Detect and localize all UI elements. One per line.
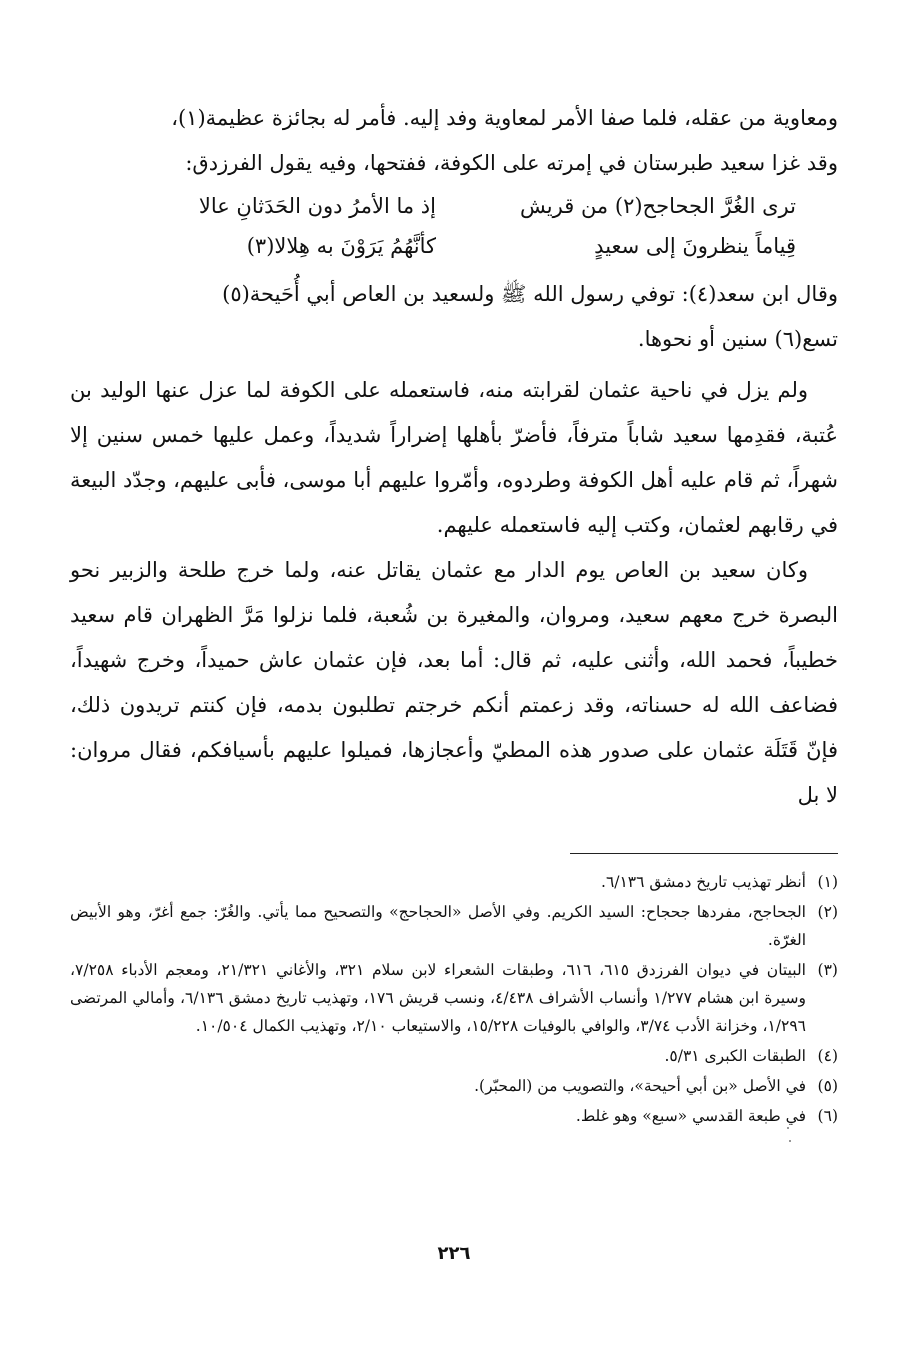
poem-verse-1-second-hemistich: إذ ما الأمرُ دون الحَدَثانِ عالا (198, 194, 436, 218)
footnote-text: الجحاجح، مفردها جحجاح: السيد الكريم. وفي الأصل «الحجاحج» والتصحيح مما يأتي. والغُرّ: جمع أغرّ، وهو الأبيض الغرّة. (70, 903, 806, 949)
page-number: ٢٢٦ (437, 1243, 471, 1264)
poem-verse-2-second-hemistich: كأنَّهُمُ يَرَوْنَ به هِلالا(٣) (246, 234, 436, 258)
footnote-6 (70, 1102, 838, 1130)
footnote-separator (570, 853, 838, 854)
footnote-number: (٥) (817, 1077, 838, 1095)
footnote-text: أنظر تهذيب تاريخ دمشق ٦/١٣٦. (601, 873, 806, 891)
footnote-3 (70, 956, 838, 1040)
poem-verse-1 (136, 186, 796, 226)
scan-speck (787, 1127, 789, 1129)
paragraph-2 (70, 272, 838, 362)
paragraph-1 (70, 96, 838, 186)
paragraph-1-line-1: ومعاوية من عقله، فلما صفا الأمر لمعاوية وفد إليه. فأمر له بجائزة عظيمة(١)، (171, 106, 838, 130)
poem-verse-2 (136, 226, 796, 266)
poem-verse-1-first-hemistich: ترى الغُرَّ الجحاجح(٢) من قريش (520, 194, 796, 218)
paragraph-2-line-1: وقال ابن سعد(٤): توفي رسول الله ﷺ ولسعيد بن العاص أبي أُحَيحة(٥) (222, 282, 838, 306)
poem (70, 186, 796, 266)
paragraph-3: ولم يزل في ناحية عثمان لقرابته منه، فاستعمله على الكوفة لما عزل عنها الوليد بن عُتبة، فقدِمها سعيد شاباً مترفاً، فأضرّ بأهلها إضراراً شديداً، وعمل عليها خمس سنين إلا شهراً، ثم قام عليه أهل الكوفة وطردوه، وأمّروا عليهم أبا موسى، فأبى عليهم، وجدّد البيعة في رقابهم لعثمان، وكتب إليه فاستعمله عليهم. (70, 378, 838, 537)
footnote-number: (٣) (817, 961, 838, 979)
footnote-text: في طبعة القدسي «سبع» وهو غلط. (575, 1107, 806, 1125)
footnote-number: (٤) (817, 1047, 838, 1065)
poem-verse-2-first-hemistich: قِياماً ينظرونَ إلى سعيدٍ (594, 234, 796, 258)
scan-speck (789, 1140, 791, 1142)
footnote-number: (٦) (817, 1107, 838, 1125)
footnote-5 (70, 1072, 838, 1100)
footnote-1 (70, 868, 838, 896)
footnote-text: البيتان في ديوان الفرزدق ٦١٥، ٦١٦، وطبقات الشعراء لابن سلام ٣٢١، والأغاني ٢١/٣٢١، ومعجم الأدباء ٧/٢٥٨، وسيرة ابن هشام ١/٢٧٧ وأنساب الأشراف ٤/٤٣٨، ونسب قريش ١٧٦، وتهذيب تاريخ دمشق ٦/١٣٦، وأمالي المرتضى ١/٢٩٦، وخزانة الأدب ٣/٧٤، والوافي بالوفيات ١٥/٢٢٨، والاستيعاب ٢/١٠، وتهذيب الكمال ١٠/٥٠٤. (70, 961, 807, 1035)
footnote-2 (70, 898, 838, 954)
paragraph-2-line-2: تسع(٦) سنين أو نحوها. (637, 327, 838, 351)
footnote-number: (٢) (817, 903, 838, 921)
paragraph-4: وكان سعيد بن العاص يوم الدار مع عثمان يقاتل عنه، ولما خرج طلحة والزبير نحو البصرة خرج معهم سعيد، ومروان، والمغيرة بن شُعبة، فلما نزلوا مَرَّ الظهران قام سعيد خطيباً، فحمد الله، وأثنى عليه، ثم قال: أما بعد، فإن عثمان عاش حميداً، وخرج شهيداً، فضاعف الله له حسناته، وقد زعمتم أنكم خرجتم تطلبون بدمه، فإن كنتم تريدون ذلك، فإنّ قَتَلَة عثمان على صدور هذه المطيّ وأعجازها، فميلوا عليهم بأسيافكم، فقال مروان: لا بل (70, 558, 838, 807)
footnote-text: في الأصل «بن أبي أحيحة»، والتصويب من (المحبّر). (474, 1077, 806, 1095)
footnotes (70, 868, 838, 1132)
footnote-text: الطبقات الكبرى ٥/٣١. (664, 1047, 806, 1065)
footnote-number: (١) (817, 873, 838, 891)
paragraph-1-line-2: وقد غزا سعيد طبرستان في إمرته على الكوفة، ففتحها، وفيه يقول الفرزدق: (185, 151, 838, 175)
footnote-4 (70, 1042, 838, 1070)
main-text (70, 96, 838, 818)
